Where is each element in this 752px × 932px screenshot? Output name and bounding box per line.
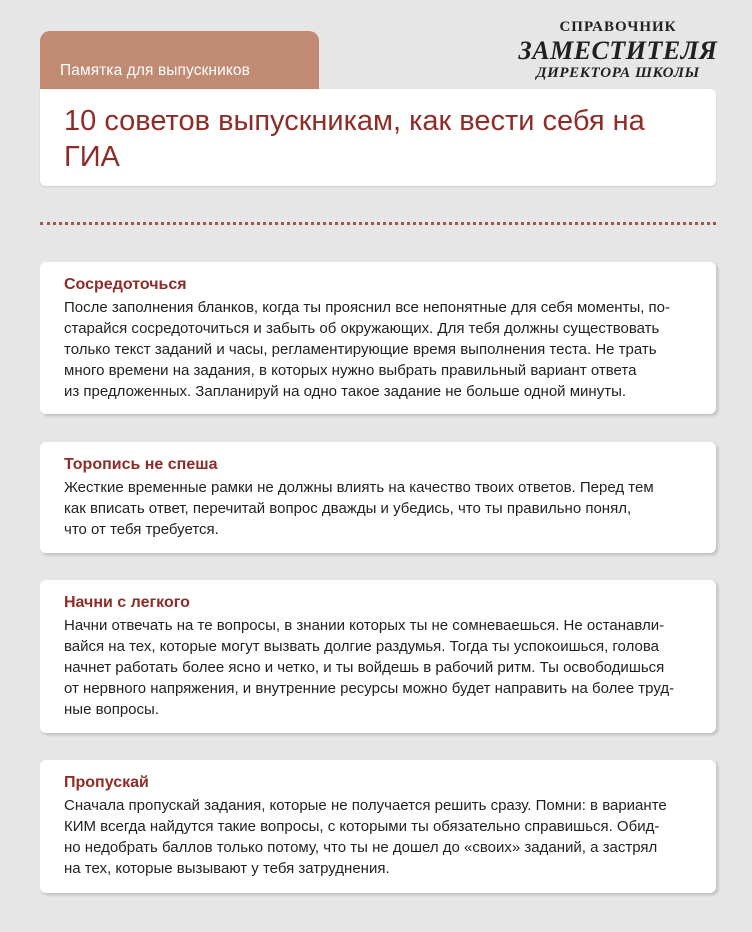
tip-line: что от тебя требуется. bbox=[64, 521, 219, 538]
tip-line: КИМ всегда найдутся такие вопросы, с которыми ты обязательно справишься. Обид- bbox=[64, 818, 660, 835]
tip-card-focus bbox=[40, 262, 716, 414]
tip-line: но недобрать баллов только потому, что ты не дошел до «своих» заданий, а застрял bbox=[64, 839, 658, 856]
logo-line-3: ДИРЕКТОРА ШКОЛЫ bbox=[536, 65, 700, 81]
header-tab-label: Памятка для выпускников bbox=[60, 62, 250, 79]
publication-logo bbox=[512, 20, 724, 81]
tip-line: на тех, которые вызывают у тебя затруднения. bbox=[64, 860, 390, 877]
tip-body bbox=[64, 477, 696, 540]
dotted-divider bbox=[40, 222, 716, 225]
tip-card-start-easy bbox=[40, 580, 716, 733]
tip-line: от нервного напряжения, и внутренние ресурсы можно будет направить на более труд- bbox=[64, 680, 675, 697]
tip-line: начнет работать более ясно и четко, и ты войдешь в рабочий ритм. Ты освободишься bbox=[64, 659, 665, 676]
tip-body bbox=[64, 615, 696, 720]
tip-heading: Начни с легкого bbox=[64, 594, 190, 611]
tip-body bbox=[64, 297, 696, 402]
tip-line: из предложенных. Запланируй на одно такое задание не больше одной минуты. bbox=[64, 383, 627, 400]
tip-line: Сначала пропускай задания, которые не получается решить сразу. Помни: в варианте bbox=[64, 797, 667, 814]
page-title: 10 советов выпускникам, как вести себя на ГИА bbox=[64, 105, 645, 173]
tip-line: только текст заданий и часы, регламентирующие время выполнения теста. Не трать bbox=[64, 341, 657, 358]
header-tab bbox=[40, 31, 319, 89]
tip-line: Начни отвечать на те вопросы, в знании которых ты не сомневаешься. Не останавли- bbox=[64, 617, 665, 634]
tip-card-hurry-slowly bbox=[40, 442, 716, 553]
tip-line: как вписать ответ, перечитай вопрос дважды и убедись, что ты правильно понял, bbox=[64, 500, 632, 517]
tip-line: После заполнения бланков, когда ты прояснил все непонятные для себя моменты, по- bbox=[64, 299, 671, 316]
logo-line-1: СПРАВОЧНИК bbox=[559, 19, 677, 35]
tip-body bbox=[64, 795, 696, 879]
tip-line: старайся сосредоточиться и забыть об окружающих. Для тебя должны существовать bbox=[64, 320, 660, 337]
tip-heading: Сосредоточься bbox=[64, 276, 187, 293]
tip-line: много времени на задания, в которых нужно выбрать правильный вариант ответа bbox=[64, 362, 637, 379]
tip-line: ные вопросы. bbox=[64, 701, 159, 718]
tip-heading: Торопись не спеша bbox=[64, 456, 218, 473]
title-card bbox=[40, 89, 716, 186]
tip-card-skip bbox=[40, 760, 716, 893]
logo-line-2: ЗАМЕСТИТЕЛЯ bbox=[518, 36, 718, 65]
tip-line: Жесткие временные рамки не должны влиять на качество твоих ответов. Перед тем bbox=[64, 479, 654, 496]
tip-line: вайся на тех, которые могут вызвать долгие раздумья. Тогда ты успокоишься, голова bbox=[64, 638, 659, 655]
tip-heading: Пропускай bbox=[64, 774, 149, 791]
